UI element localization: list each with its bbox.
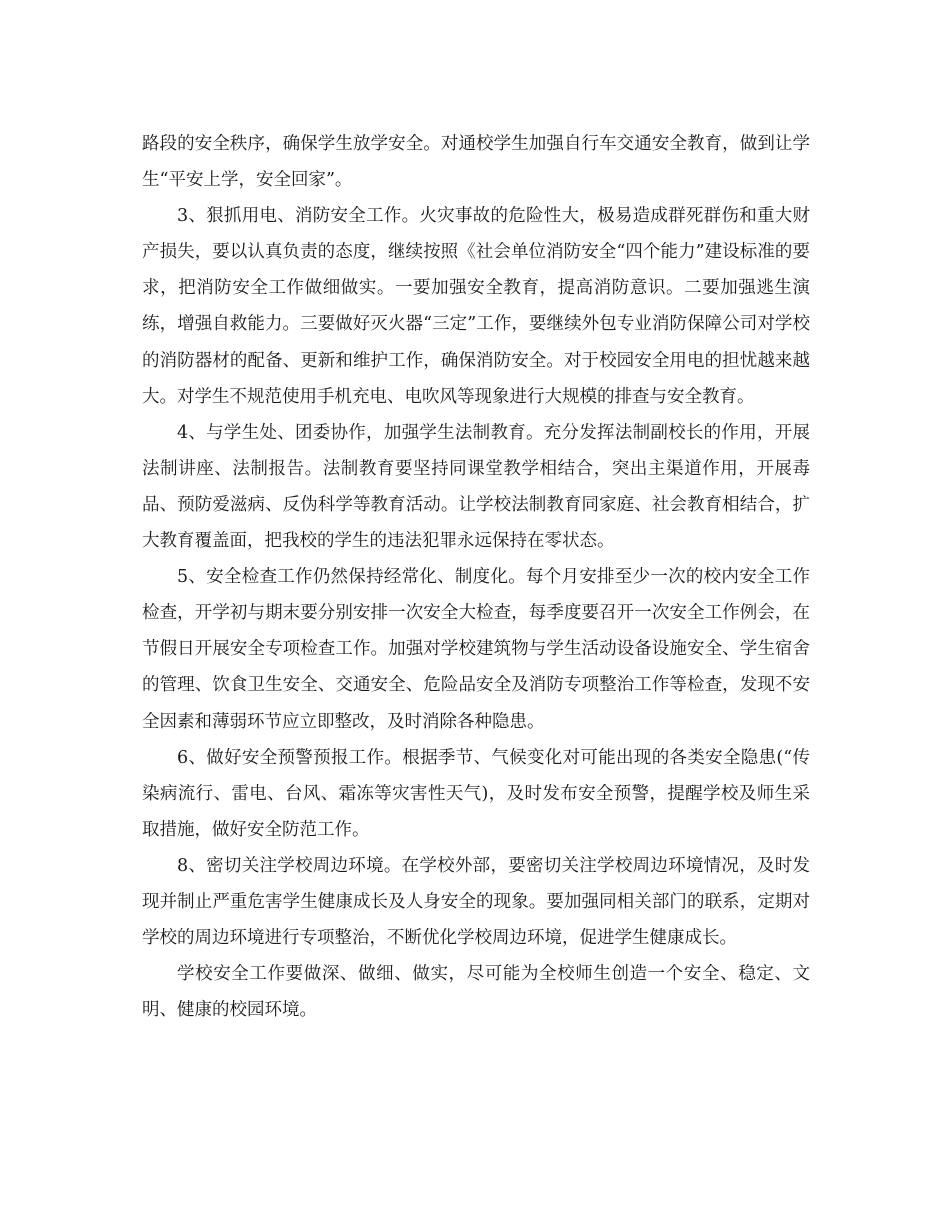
paragraph-safety-warning: 6、做好安全预警预报工作。根据季节、气候变化对可能出现的各类安全隐患(“传染病流行、雷电、台风、霜冻等灾害性天气)，及时发布安全预警，提醒学校及师生采取措施，做好安全防范工作。: [142, 747, 810, 840]
paragraph-safety-inspection: 5、安全检查工作仍然保持经常化、制度化。每个月安排至少一次的校内安全工作检查，开学初与期末要分别安排一次安全大检查，每季度要召开一次安全工作例会，在节假日开展安全专项检查工作。加强对学校建筑物与学生活动设备设施安全、学生宿舍的管理、饮食卫生安全、交通安全、危险品安全及消防专项整治工作等检查，发现不安全因素和薄弱环节应立即整改，及时消除各种隐患。: [142, 567, 810, 732]
paragraph-fire-safety: 3、狠抓用电、消防安全工作。火灾事故的危险性大，极易造成群死群伤和重大财产损失，要以认真负责的态度，继续按照《社会单位消防安全“四个能力”建设标准的要求，把消防安全工作做细做实。一要加强安全教育，提高消防意识。二要加强逃生演练，增强自救能力。三要做好灭火器“三定”工作，要继续外包专业消防保障公司对学校的消防器材的配备、更新和维护工作，确保消防安全。对于校园安全用电的担忧越来越大。对学生不规范使用手机充电、电吹风等现象进行大规模的排查与安全教育。: [142, 206, 810, 407]
paragraph-legal-education: 4、与学生处、团委协作，加强学生法制教育。充分发挥法制副校长的作用，开展法制讲座、法制报告。法制教育要坚持同课堂教学相结合，突出主渠道作用，开展毒品、预防爱滋病、反伪科学等教育活动。让学校法制教育同家庭、社会教育相结合，扩大教育覆盖面，把我校的学生的违法犯罪永远保持在零状态。: [142, 422, 810, 552]
paragraph-road-safety: 路段的安全秩序，确保学生放学安全。对通校学生加强自行车交通安全教育，做到让学生“平安上学，安全回家”。: [142, 134, 810, 191]
paragraph-surrounding-environment: 8、密切关注学校周边环境。在学校外部，要密切关注学校周边环境情况，及时发现并制止严重危害学生健康成长及人身安全的现象。要加强同相关部门的联系，定期对学校的周边环境进行专项整治，不断优化学校周边环境，促进学生健康成长。: [142, 855, 810, 949]
paragraph-conclusion: 学校安全工作要做深、做细、做实，尽可能为全校师生创造一个安全、稳定、文明、健康的校园环境。: [142, 964, 810, 1021]
document-body: [142, 126, 810, 1028]
